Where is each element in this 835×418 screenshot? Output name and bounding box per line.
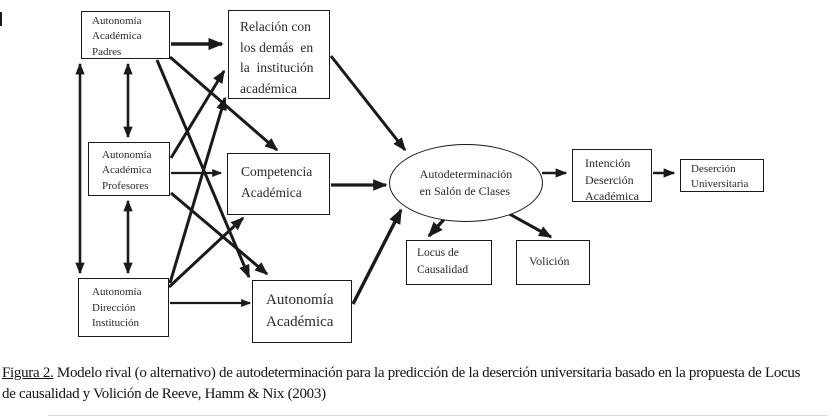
node-label-competencia: Competencia Académica: [241, 164, 313, 200]
node-intencion: [572, 149, 652, 202]
caption-line-2: de causalidad y Volición de Reeve, Hamm & Nix (2003): [2, 386, 326, 402]
node-competencia: [227, 153, 330, 215]
edge-autodeterminacion-volicion: [504, 211, 551, 237]
node-label-relacion: Relación con los demás en la institución académica: [240, 19, 314, 96]
node-label-profesores: Autonomía Académica Profesores: [102, 149, 152, 192]
node-label-intencion: Intención Deserción Académica: [585, 156, 639, 203]
node-padres: [81, 11, 170, 59]
node-label-direccion: Autonomía Dirección Institución: [92, 286, 142, 329]
node-label-locus: Locus de Causalidad: [417, 247, 469, 276]
caption-text: Modelo rival (o alternativo) de autodeterminación para la predicción de la deserción universitaria basado en la propuesta de Locus: [53, 365, 801, 381]
node-label-autodeterminacion: Autodeterminación en Salón de Clases: [419, 167, 513, 198]
node-label-desercion: Deserción Universitaria: [691, 163, 749, 190]
edge-direccion-relacion: [170, 98, 225, 283]
edge-relacion-autodeterminacion: [331, 56, 405, 150]
node-label-volicion: Volición: [529, 254, 570, 268]
node-direccion: [78, 278, 169, 337]
node-autodeterminacion: [389, 144, 543, 222]
node-label-autonomia: Autonomía Académica: [266, 292, 334, 330]
node-desercion: [680, 159, 764, 192]
figure-caption: [2, 363, 834, 405]
node-label-padres: Autonomía Académica Padres: [92, 15, 142, 58]
node-profesores: [88, 142, 170, 196]
node-autonomia: [252, 280, 352, 343]
node-volicion: [516, 240, 590, 285]
node-locus: [406, 240, 492, 285]
caption-line-1: [2, 363, 834, 384]
scan-edge-artifact: [0, 12, 2, 26]
edge-autonomia-autodeterminacion: [353, 210, 401, 304]
caption-label: Figura 2.: [2, 365, 54, 381]
node-relacion: [228, 10, 330, 99]
